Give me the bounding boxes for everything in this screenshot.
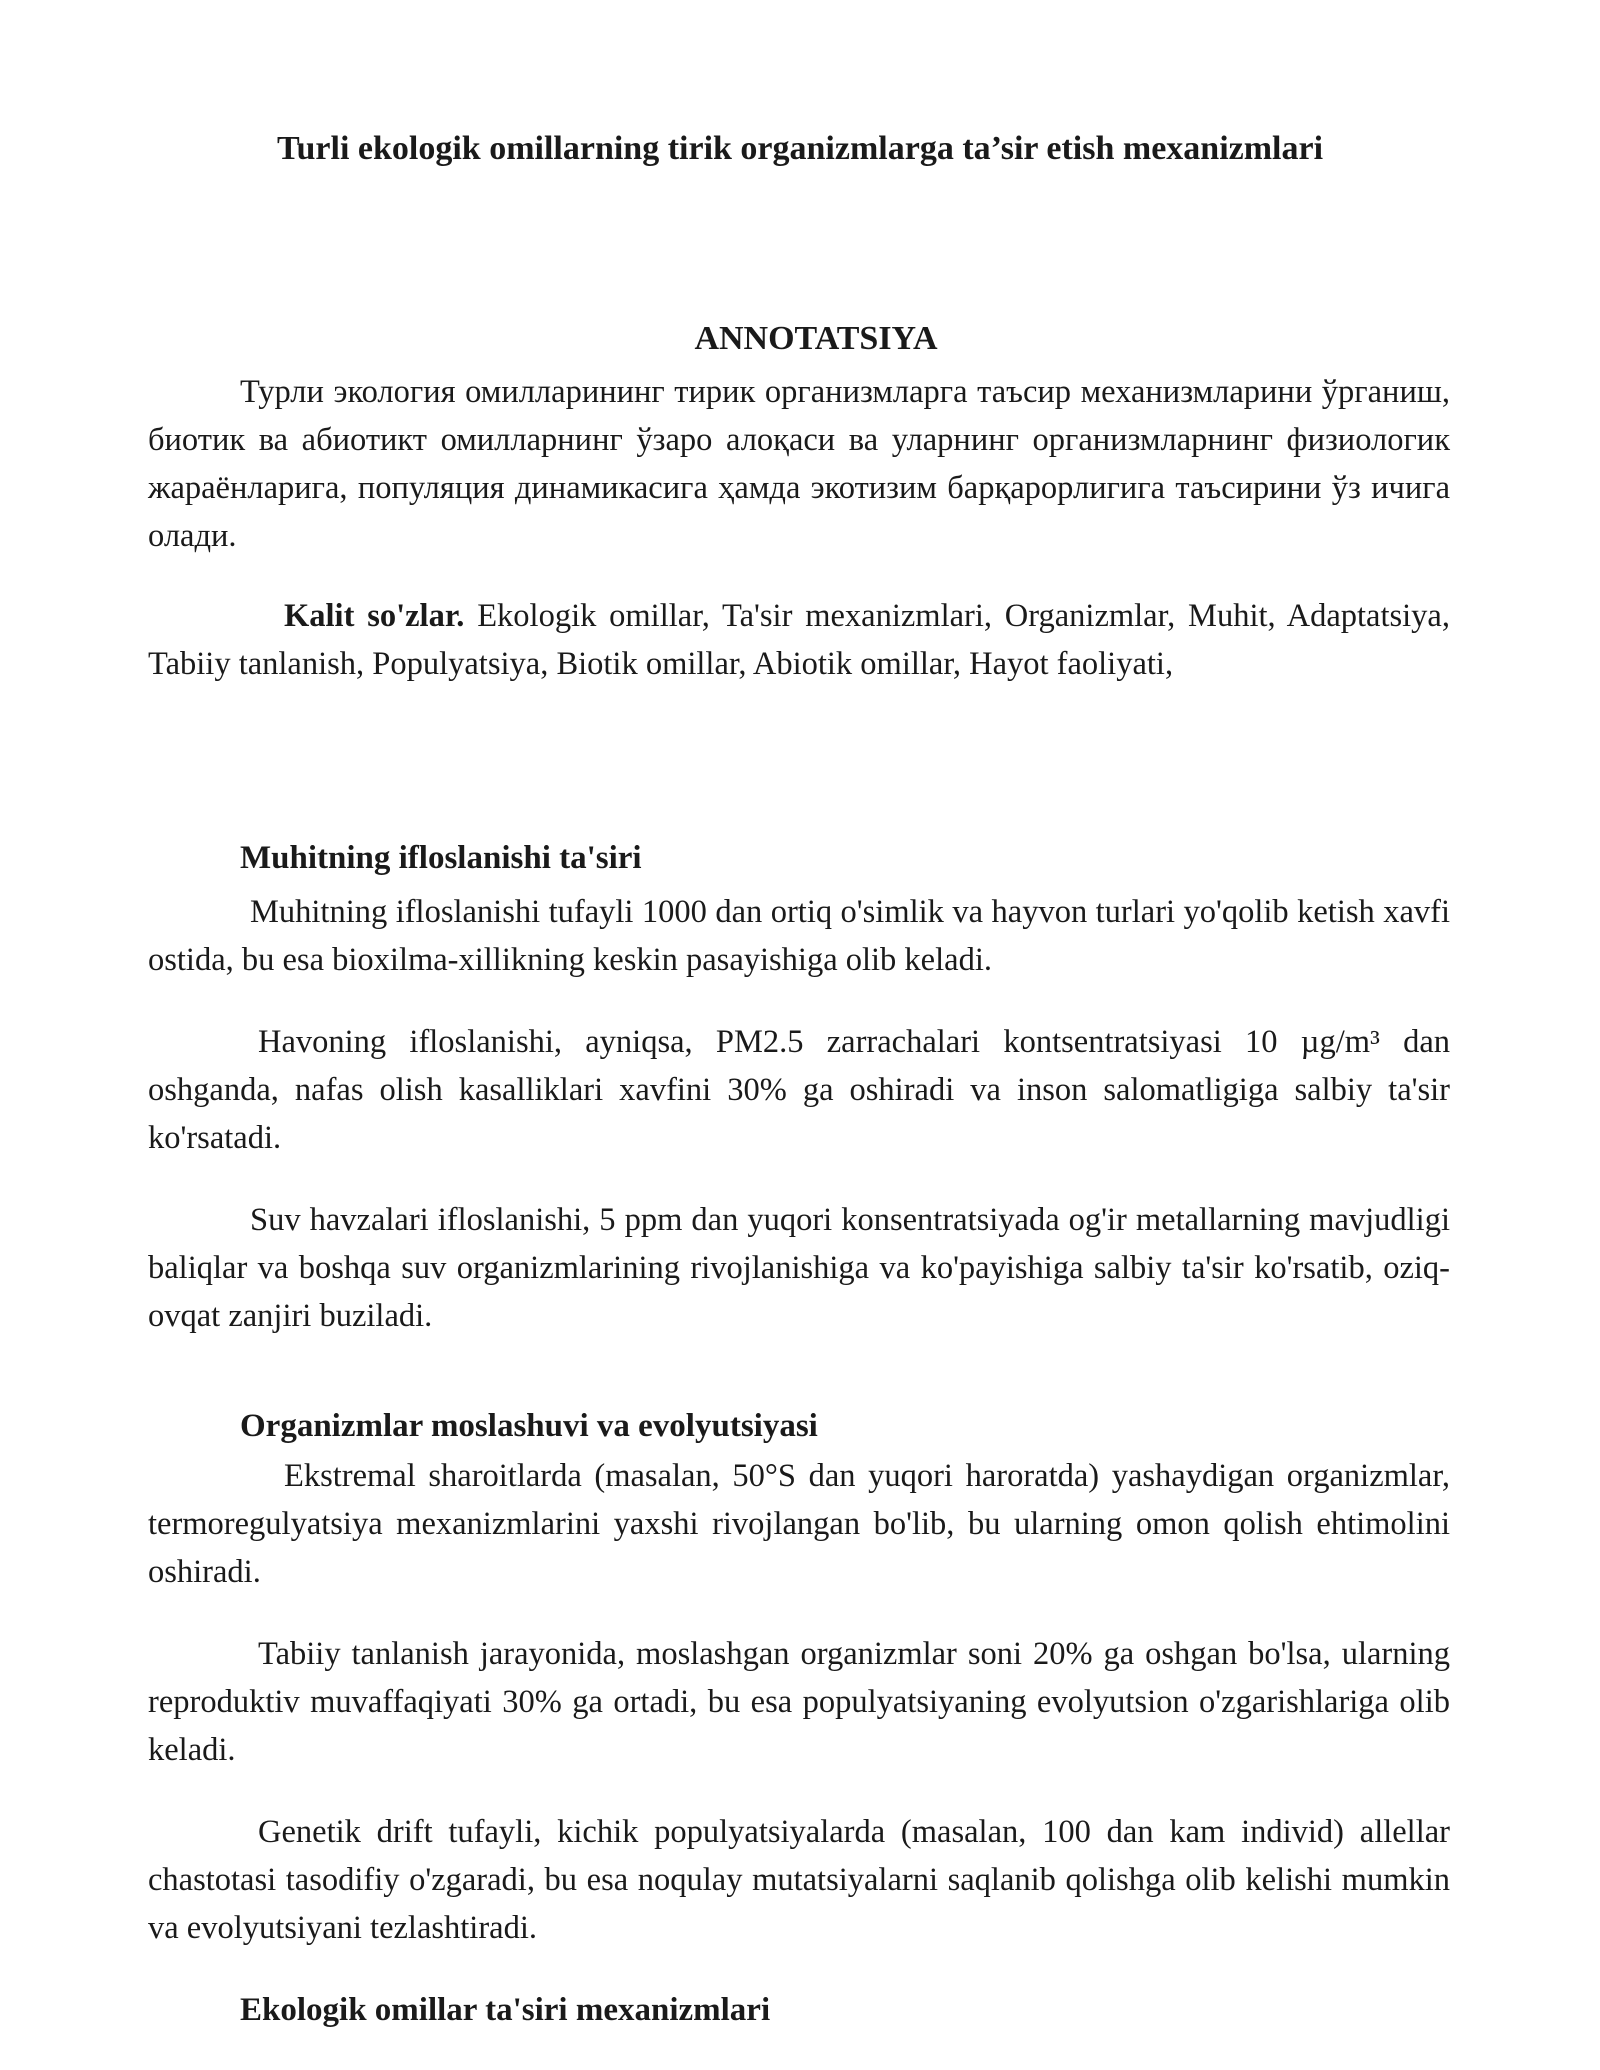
adaptation-paragraph-1: Ekstremal sharoitlarda (masalan, 50°S dan yuqori haroratda) yashaydigan organizmlar, termoregulyatsiya mexanizmlarini yaxshi rivojlangan bo'lib, bu ularning omon qolish ehtimolini oshiradi. (148, 1458, 1450, 1590)
document-title: Turli ekologik omillarning tirik organizmlarga ta’sir etish mexanizmlari (276, 130, 1324, 167)
annotation-heading: ANNOTATSIYA (694, 320, 938, 357)
section-heading-pollution: Muhitning ifloslanishi ta'siri (240, 840, 642, 876)
pollution-paragraph-2: Havoning ifloslanishi, ayniqsa, PM2.5 zarrachalari kontsentratsiyasi 10 µg/m³ dan oshganda, nafas olish kasalliklari xavfini 30% ga oshiradi va inson salomatligiga salbiy ta'sir ko'rsatadi. (148, 1024, 1450, 1156)
pollution-paragraph-1: Muhitning ifloslanishi tufayli 1000 dan ortiq o'simlik va hayvon turlari yo'qolib ketish xavfi ostida, bu esa bioxilma-xillikning keskin pasayishiga olib keladi. (148, 894, 1450, 978)
keywords-label: Kalit so'zlar. (284, 598, 465, 634)
adaptation-paragraph-3: Genetik drift tufayli, kichik populyatsiyalarda (masalan, 100 dan kam individ) allellar chastotasi tasodifiy o'zgaradi, bu esa noqulay mutatsiyalarni saqlanib qolishga olib kelishi mumkin va evolyutsiyani tezlashtiradi. (148, 1814, 1450, 1946)
adaptation-paragraph-2: Tabiiy tanlanish jarayonida, moslashgan organizmlar soni 20% ga oshgan bo'lsa, ularning reproduktiv muvaffaqiyati 30% ga ortadi, bu esa populyatsiyaning evolyutsion o'zgarishlariga olib keladi. (148, 1636, 1450, 1768)
section-heading-adaptation: Organizmlar moslashuvi va evolyutsiyasi (240, 1408, 818, 1444)
section-heading-mechanisms: Ekologik omillar ta'siri mexanizmlari (240, 1992, 771, 2028)
pollution-paragraph-3: Suv havzalari ifloslanishi, 5 ppm dan yuqori konsentratsiyada og'ir metallarning mavjudligi baliqlar va boshqa suv organizmlarining rivojlanishiga va ko'payishiga salbiy ta'sir ko'rsatib, oziq-ovqat zanjiri buziladi. (148, 1202, 1450, 1334)
keywords-text: Ekologik omillar, Ta'sir mexanizmlari, Organizmlar, Muhit, Adaptatsiya, Tabiiy tanlanish, Populyatsiya, Biotik omillar, Abiotik omillar, Hayot faoliyati, (148, 598, 1450, 682)
annotation-text: Турли экология омилларининг тирик организмларга таъсир механизмларини ўрганиш, биотик ва абиотикт омилларнинг ўзаро алоқаси ва уларнинг организмларнинг физиологик жараёнларига, популяция динамикасига ҳамда экотизим барқарорлигига таъсирини ўз ичига олади. (148, 374, 1450, 554)
keywords-paragraph (148, 592, 1450, 688)
